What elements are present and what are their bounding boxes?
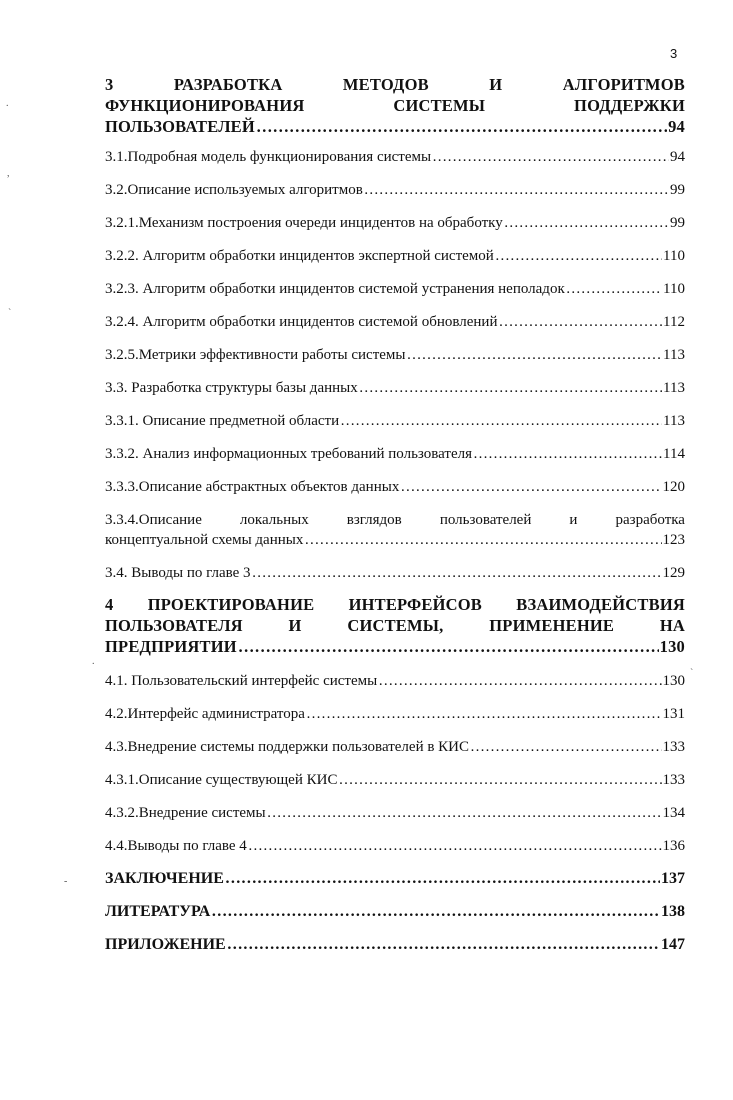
chapter-3-heading xyxy=(105,74,685,137)
entry-text: 4.3.2.Внедрение системы xyxy=(105,805,266,821)
heading-word: 3 xyxy=(105,75,114,94)
page-ref: 110 xyxy=(663,281,685,297)
toc-entry xyxy=(105,246,685,266)
leader-dots xyxy=(304,530,661,550)
toc-entry xyxy=(105,279,685,299)
chapter-3-line-1 xyxy=(105,74,685,95)
page-ref: 94 xyxy=(670,149,685,165)
page-ref: 147 xyxy=(661,936,685,953)
toc-entry xyxy=(105,671,685,691)
heading-word: И xyxy=(288,616,302,635)
entry-text: 3.3. Разработка структуры базы данных xyxy=(105,380,358,396)
heading-word: АЛГОРИТМОВ xyxy=(562,75,685,94)
scan-mark: , xyxy=(7,168,10,179)
leader-dots xyxy=(504,213,669,233)
entry-text: 3.4. Выводы по главе 3 xyxy=(105,565,251,581)
entry-text: 3.2.3. Алгоритм обработки инцидентов системой устранения неполадок xyxy=(105,281,565,297)
toc-entry xyxy=(105,477,685,497)
entry-text: 4.3.Внедрение системы поддержки пользователей в КИС xyxy=(105,739,470,755)
chapter-3-line-3 xyxy=(105,116,685,137)
chapter-4-line-3 xyxy=(105,636,685,657)
entry-text: ЛИТЕРАТУРА xyxy=(105,903,211,920)
toc-entry xyxy=(105,213,685,233)
page-ref: 110 xyxy=(663,248,685,264)
toc-entry xyxy=(105,444,685,464)
leader-dots xyxy=(225,869,660,889)
heading-word: ВЗАИМОДЕЙСТВИЯ xyxy=(516,595,685,614)
leader-dots xyxy=(470,737,661,757)
page-ref: 120 xyxy=(662,479,685,495)
leader-dots xyxy=(498,312,662,332)
toc-entry xyxy=(105,378,685,398)
page-ref: 113 xyxy=(663,413,685,429)
leader-dots xyxy=(267,803,662,823)
page-ref: 129 xyxy=(662,565,685,581)
entry-word: и xyxy=(569,512,578,528)
leader-dots xyxy=(238,636,659,657)
heading-word: РАЗРАБОТКА xyxy=(173,75,283,94)
entry-text: 4.4.Выводы по главе 4 xyxy=(105,838,247,854)
heading-text: ПРЕДПРИЯТИИ xyxy=(105,637,237,656)
final-sections xyxy=(105,869,685,955)
scan-mark: . xyxy=(6,98,9,109)
heading-word: ПРОЕКТИРОВАНИЕ xyxy=(147,595,315,614)
chapter-3-entries xyxy=(105,147,685,497)
chapter-4-line-1 xyxy=(105,594,685,615)
page-ref: 99 xyxy=(670,215,685,231)
entry-text: 3.2.2. Алгоритм обработки инцидентов экспертной системой xyxy=(105,248,494,264)
leader-dots xyxy=(340,411,662,431)
toc-entry xyxy=(105,836,685,856)
toc-entry xyxy=(105,902,685,922)
leader-dots xyxy=(406,345,662,365)
toc-entry xyxy=(105,345,685,365)
page-ref: 123 xyxy=(662,532,685,548)
entry-text: 3.2.4. Алгоритм обработки инцидентов системой обновлений xyxy=(105,314,498,330)
chapter-3-line-2 xyxy=(105,95,685,116)
leader-dots xyxy=(364,180,669,200)
page-ref: 133 xyxy=(662,772,685,788)
scan-mark: - xyxy=(64,876,68,887)
toc-entry xyxy=(105,737,685,757)
leader-dots xyxy=(256,116,667,137)
entry-word: локальных xyxy=(239,512,309,528)
page-ref: 138 xyxy=(661,903,685,920)
entry-text: 3.2.1.Механизм построения очереди инцидентов на обработку xyxy=(105,215,503,231)
page-ref: 133 xyxy=(662,739,685,755)
page-ref: 112 xyxy=(663,314,685,330)
page-ref: 94 xyxy=(668,117,685,136)
page-ref: 130 xyxy=(659,637,685,656)
leader-dots xyxy=(400,477,661,497)
heading-word: 4 xyxy=(105,595,114,614)
scan-mark: ` xyxy=(8,308,12,319)
entry-3-3-4-line-1 xyxy=(105,510,685,530)
toc-entry xyxy=(105,869,685,889)
entry-text: 3.2.5.Метрики эффективности работы системы xyxy=(105,347,406,363)
toc-entry xyxy=(105,312,685,332)
entry-word: взглядов xyxy=(346,512,402,528)
leader-dots xyxy=(211,902,660,922)
entry-text: 4.2.Интерфейс администратора xyxy=(105,706,305,722)
leader-dots xyxy=(248,836,662,856)
toc-entry xyxy=(105,411,685,431)
entry-text: 3.2.Описание используемых алгоритмов xyxy=(105,182,363,198)
entry-text: 4.3.1.Описание существующей КИС xyxy=(105,772,338,788)
entry-text: 3.3.2. Анализ информационных требований пользователя xyxy=(105,446,473,462)
entry-word: 3.3.4.Описание xyxy=(105,512,202,528)
heading-word: ПРИМЕНЕНИЕ xyxy=(489,616,615,635)
entry-text: 3.3.3.Описание абстрактных объектов данных xyxy=(105,479,400,495)
leader-dots xyxy=(227,935,660,955)
chapter-4-heading xyxy=(105,594,685,657)
page-ref: 136 xyxy=(662,838,685,854)
entry-text: ЗАКЛЮЧЕНИЕ xyxy=(105,870,224,887)
entry-3-4 xyxy=(105,563,685,583)
toc-entry xyxy=(105,704,685,724)
entry-3-3-4 xyxy=(105,510,685,550)
leader-dots xyxy=(566,279,662,299)
scan-mark: . xyxy=(92,656,95,667)
toc-entry xyxy=(105,180,685,200)
toc-entry xyxy=(105,147,685,167)
page-ref: 134 xyxy=(662,805,685,821)
scan-mark: ` xyxy=(690,668,694,679)
leader-dots xyxy=(359,378,662,398)
page-ref: 113 xyxy=(663,347,685,363)
heading-text: ПОЛЬЗОВАТЕЛЕЙ xyxy=(105,117,255,136)
heading-word: ПОЛЬЗОВАТЕЛЯ xyxy=(105,616,243,635)
heading-word: СИСТЕМЫ, xyxy=(347,616,444,635)
leader-dots xyxy=(378,671,661,691)
heading-word: СИСТЕМЫ xyxy=(393,96,486,115)
entry-text: 4.1. Пользовательский интерфейс системы xyxy=(105,673,378,689)
page-ref: 114 xyxy=(663,446,685,462)
page-ref: 137 xyxy=(661,870,685,887)
entry-text: 3.1.Подробная модель функционирования системы xyxy=(105,149,432,165)
leader-dots xyxy=(252,563,662,583)
heading-word: НА xyxy=(659,616,685,635)
leader-dots xyxy=(432,147,669,167)
page-ref: 99 xyxy=(670,182,685,198)
heading-word: ПОДДЕРЖКИ xyxy=(574,96,685,115)
heading-word: МЕТОДОВ xyxy=(342,75,429,94)
leader-dots xyxy=(473,444,662,464)
entry-word: пользователей xyxy=(439,512,532,528)
entry-text: 3.3.1. Описание предметной области xyxy=(105,413,340,429)
heading-word: ФУНКЦИОНИРОВАНИЯ xyxy=(105,96,305,115)
entry-text: ПРИЛОЖЕНИЕ xyxy=(105,936,226,953)
leader-dots xyxy=(306,704,662,724)
entry-word: разработка xyxy=(615,512,685,528)
page-ref: 131 xyxy=(662,706,685,722)
toc-entry xyxy=(105,803,685,823)
toc-entry xyxy=(105,770,685,790)
heading-word: И xyxy=(489,75,503,94)
page-number: 3 xyxy=(670,46,678,61)
chapter-4-line-2 xyxy=(105,615,685,636)
chapter-4-entries xyxy=(105,671,685,856)
heading-word: ИНТЕРФЕЙСОВ xyxy=(348,595,483,614)
entry-text: концептуальной схемы данных xyxy=(105,532,304,548)
table-of-contents xyxy=(105,74,685,968)
leader-dots xyxy=(338,770,661,790)
toc-entry xyxy=(105,935,685,955)
page-ref: 130 xyxy=(662,673,685,689)
leader-dots xyxy=(495,246,662,266)
page-ref: 113 xyxy=(663,380,685,396)
entry-3-3-4-line-2 xyxy=(105,530,685,550)
